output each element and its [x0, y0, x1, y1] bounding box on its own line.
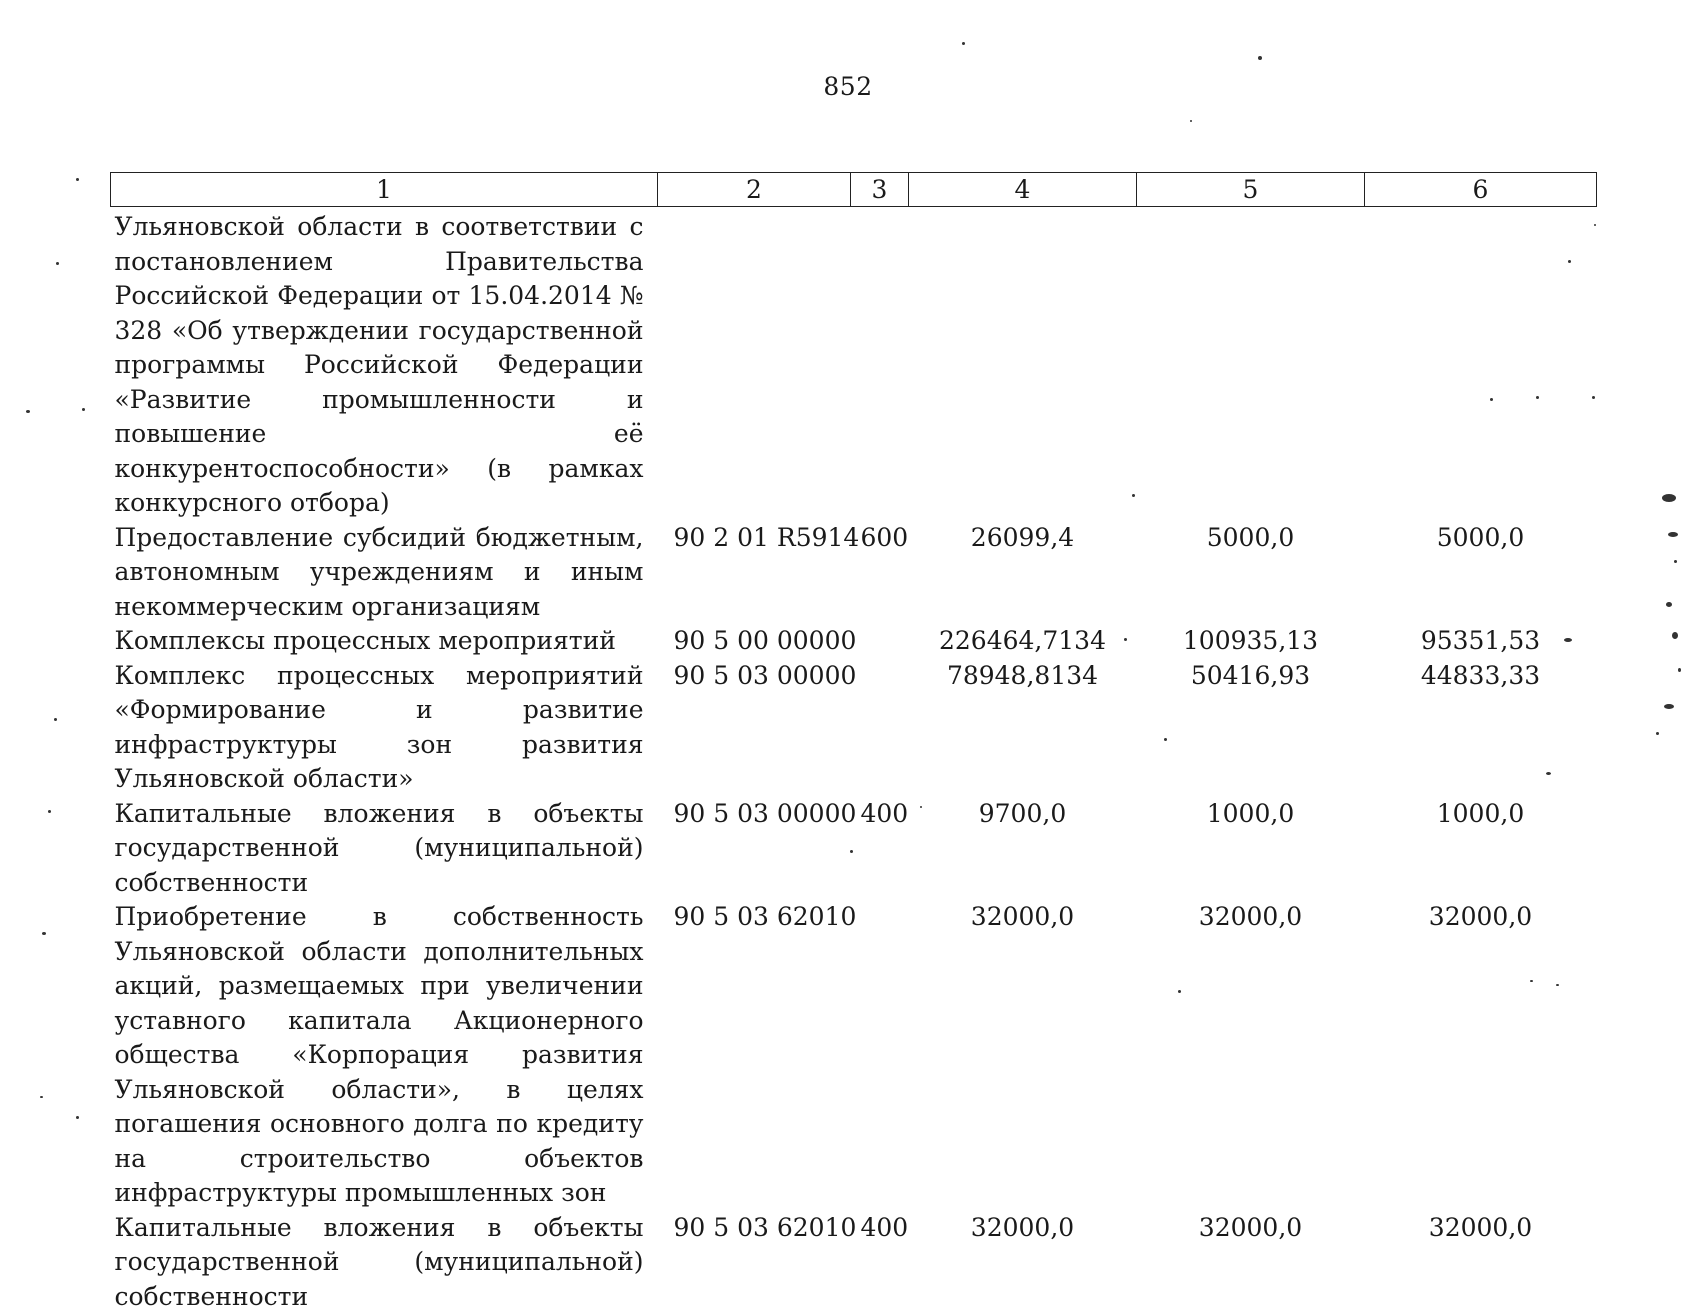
- row-value-3: 5000,0: [1365, 521, 1597, 625]
- row-name: Приобретение в собственность Ульяновской области дополнительных акций, размещаемых при увеличении уставного капитала Акционерного общества «Корпорация развития Ульяновской области», в целях погашения основного долга по кредиту на строительство объектов инфраструктуры промышленных зон: [111, 900, 658, 1211]
- row-value-3: 44833,33: [1365, 659, 1597, 797]
- column-header: 3: [851, 173, 909, 207]
- column-header: 5: [1137, 173, 1365, 207]
- row-value-2: 1000,0: [1137, 797, 1365, 901]
- row-value-3: 32000,0: [1365, 1211, 1597, 1314]
- row-name: Комплексы процессных мероприятий: [111, 624, 658, 659]
- table-row: [111, 659, 1597, 797]
- row-value-2: 50416,93: [1137, 659, 1365, 797]
- table-row: [111, 624, 1597, 659]
- scan-speck: [1664, 704, 1674, 709]
- table-row: [111, 900, 1597, 1211]
- row-type: [851, 659, 909, 797]
- scan-speck: [56, 262, 59, 265]
- scan-speck: [1668, 532, 1678, 537]
- table-row: [111, 207, 1597, 521]
- row-name: Предоставление субсидий бюджетным, автономным учреждениям и иным некоммерческим организациям: [111, 521, 658, 625]
- row-name: Ульяновской области в соответствии с постановлением Правительства Российской Федерации от 15.04.2014 № 328 «Об утверждении государственной программы Российской Федерации «Развитие промышленности и повышение её конкурентоспособности» (в рамках конкурсного отбора): [111, 207, 658, 521]
- column-header: 1: [111, 173, 658, 207]
- scan-speck: [1662, 494, 1676, 502]
- scan-speck: [850, 850, 853, 853]
- row-code: 90 5 00 00000: [658, 624, 851, 659]
- row-type: 400: [851, 1211, 909, 1314]
- row-name: Капитальные вложения в объекты государственной (муниципальной) собственности: [111, 1211, 658, 1314]
- scan-speck: [920, 806, 922, 808]
- row-value-2: 32000,0: [1137, 900, 1365, 1211]
- scan-speck: [1672, 632, 1678, 639]
- scan-speck: [1190, 120, 1192, 122]
- scan-speck: [1666, 602, 1672, 607]
- row-value-3: 1000,0: [1365, 797, 1597, 901]
- scan-speck: [26, 410, 30, 413]
- row-code: 90 5 03 00000: [658, 659, 851, 797]
- scan-speck: [1258, 56, 1262, 60]
- scan-speck: [962, 42, 965, 45]
- table-header-row: [111, 173, 1597, 207]
- scan-speck: [1490, 398, 1493, 401]
- row-value-2: [1137, 207, 1365, 521]
- scan-speck: [1656, 732, 1659, 735]
- scan-speck: [1164, 738, 1167, 741]
- scan-speck: [1674, 560, 1677, 563]
- row-code: 90 5 03 00000: [658, 797, 851, 901]
- scan-speck: [54, 718, 57, 721]
- row-value-2: 32000,0: [1137, 1211, 1365, 1314]
- row-value-2: 5000,0: [1137, 521, 1365, 625]
- scan-speck: [1592, 396, 1595, 399]
- column-header: 6: [1365, 173, 1597, 207]
- row-type: [851, 624, 909, 659]
- row-value-1: [909, 207, 1137, 521]
- scan-speck: [40, 1096, 43, 1098]
- row-value-1: 26099,4: [909, 521, 1137, 625]
- scan-speck: [1546, 772, 1551, 775]
- row-value-1: 9700,0: [909, 797, 1137, 901]
- row-code: 90 2 01 R5914: [658, 521, 851, 625]
- row-value-3: 32000,0: [1365, 900, 1597, 1211]
- table-row: [111, 521, 1597, 625]
- scan-speck: [1178, 990, 1181, 993]
- scan-speck: [1530, 980, 1533, 982]
- scan-speck: [1556, 984, 1559, 986]
- row-value-3: [1365, 207, 1597, 521]
- scan-speck: [1568, 260, 1571, 263]
- table-row: [111, 797, 1597, 901]
- row-code: 90 5 03 62010: [658, 1211, 851, 1314]
- row-name: Капитальные вложения в объекты государственной (муниципальной) собственности: [111, 797, 658, 901]
- scan-speck: [1132, 494, 1135, 497]
- budget-table: [110, 172, 1597, 1314]
- scan-speck: [48, 810, 51, 813]
- scan-speck: [1564, 638, 1572, 642]
- scan-speck: [1678, 668, 1681, 672]
- scan-speck: [42, 932, 46, 935]
- row-name: Комплекс процессных мероприятий «Формирование и развитие инфраструктуры зон развития Ульяновской области»: [111, 659, 658, 797]
- scan-speck: [76, 178, 79, 181]
- row-value-1: 32000,0: [909, 1211, 1137, 1314]
- row-value-1: 32000,0: [909, 900, 1137, 1211]
- row-type: [851, 207, 909, 521]
- row-value-1: 226464,7134: [909, 624, 1137, 659]
- scan-speck: [1594, 224, 1596, 226]
- scan-speck: [1536, 396, 1539, 399]
- column-header: 4: [909, 173, 1137, 207]
- row-code: [658, 207, 851, 521]
- row-value-1: 78948,8134: [909, 659, 1137, 797]
- scan-speck: [82, 408, 85, 411]
- row-code: 90 5 03 62010: [658, 900, 851, 1211]
- page-number: 852: [0, 72, 1696, 101]
- scan-speck: [76, 1116, 79, 1119]
- scan-speck: [1124, 638, 1127, 641]
- row-type: [851, 900, 909, 1211]
- row-type: 400: [851, 797, 909, 901]
- column-header: 2: [658, 173, 851, 207]
- row-value-2: 100935,13: [1137, 624, 1365, 659]
- row-value-3: 95351,53: [1365, 624, 1597, 659]
- table-row: [111, 1211, 1597, 1314]
- row-type: 600: [851, 521, 909, 625]
